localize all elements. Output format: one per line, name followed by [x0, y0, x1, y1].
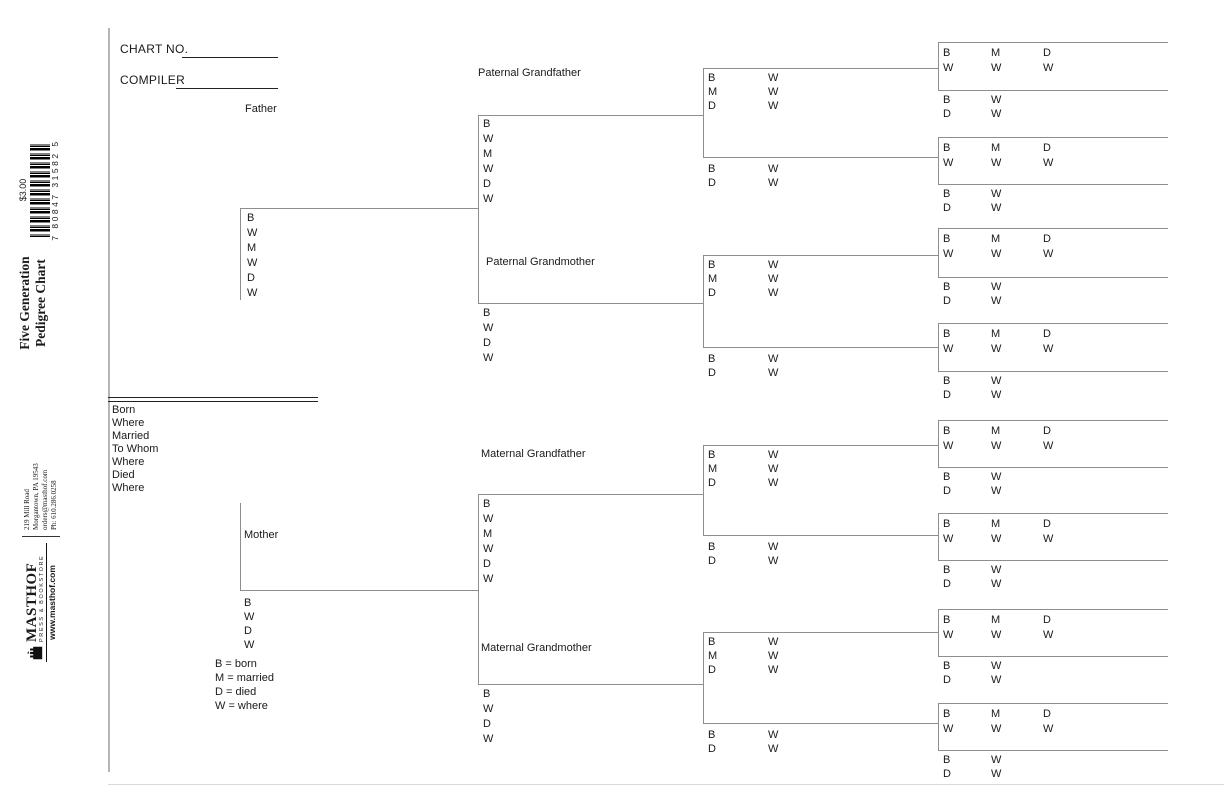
gen5-husband-field: M [991, 614, 1001, 626]
gen5-wife-field: W [991, 564, 1002, 576]
maternal-bracket-line [478, 494, 479, 684]
gen4-wife-field: B [708, 163, 716, 175]
gen5-wife-field: W [991, 768, 1002, 780]
mother-fields-item: W [244, 611, 255, 623]
gen4-husband-field: D [708, 477, 716, 489]
legend-item: M = married [215, 672, 274, 684]
paternal-grandmother-fields-item: D [483, 337, 491, 349]
gen5-husband-field: W [943, 62, 954, 74]
gen5-husband-field: D [1043, 142, 1051, 154]
publisher-block [20, 448, 62, 662]
gen5-husband-line [938, 513, 1168, 514]
gen4-husband-field: W [768, 650, 779, 662]
paternal-grandfather-fields-item: D [483, 178, 491, 190]
gen5-husband-field: W [991, 62, 1002, 74]
maternal-grandfather-fields-item: W [483, 573, 494, 585]
subject-line [108, 397, 318, 402]
barcode [30, 143, 50, 237]
gen5-husband-field: B [943, 328, 951, 340]
gen5-wife-line [938, 277, 1168, 278]
gen4-husband-field: W [768, 664, 779, 676]
paternal-grandmother-fields [483, 307, 493, 367]
gen5-husband-field: D [1043, 708, 1051, 720]
gen4-husband-line [703, 68, 938, 69]
compiler-blank [176, 88, 278, 89]
gen5-husband-line [938, 137, 1168, 138]
gen5-husband-field: W [1043, 157, 1054, 169]
gen4-wife-field: B [708, 729, 716, 741]
gen5-bracket-line [938, 703, 939, 750]
gen5-husband-field: M [991, 425, 1001, 437]
gen5-wife-field: W [991, 578, 1002, 590]
gen5-husband-field: W [943, 157, 954, 169]
gen5-husband-field: W [991, 440, 1002, 452]
gen5-husband-field: W [1043, 440, 1054, 452]
mother-fields-item: D [244, 625, 252, 637]
gen5-husband-line [938, 42, 1168, 43]
legend-item: B = born [215, 658, 257, 670]
gen5-husband-field: W [1043, 62, 1054, 74]
gen5-wife-field: B [943, 564, 951, 576]
gen4-husband-field: W [768, 72, 779, 84]
gen5-wife-field: W [991, 188, 1002, 200]
paternal-grandmother-fields-item: W [483, 322, 494, 334]
maternal-grandmother-fields [483, 688, 493, 748]
gen5-husband-field: B [943, 518, 951, 530]
gen5-husband-field: W [943, 723, 954, 735]
gen5-husband-field: W [991, 629, 1002, 641]
legend [215, 658, 274, 714]
gen5-husband-field: M [991, 233, 1001, 245]
gen5-husband-field: W [943, 533, 954, 545]
gen5-wife-field: W [991, 295, 1002, 307]
father-fields [247, 212, 257, 302]
gen5-wife-line [938, 750, 1168, 751]
paternal-grandfather-label: Paternal Grandfather [478, 67, 581, 79]
legend-item: D = died [215, 686, 257, 698]
gen5-husband-field: W [943, 343, 954, 355]
gen5-husband-line [938, 228, 1168, 229]
chart-no-blank [182, 57, 278, 58]
gen4-wife-line [703, 347, 938, 348]
gen5-wife-field: W [991, 281, 1002, 293]
gen5-wife-field: D [943, 578, 951, 590]
paternal-grandfather-fields-item: B [483, 118, 491, 130]
gen5-husband-field: W [991, 157, 1002, 169]
gen4-wife-field: D [708, 743, 716, 755]
mother-fields [244, 597, 254, 653]
price-label: $3.00 [18, 178, 28, 202]
gen5-wife-field: B [943, 660, 951, 672]
gen5-husband-field: W [1043, 248, 1054, 260]
subject-fields-item: Where [112, 417, 145, 429]
masthof-castle-icon [26, 644, 44, 662]
gen4-wife-line [703, 723, 938, 724]
gen5-wife-field: D [943, 295, 951, 307]
gen4-husband-field: B [708, 259, 716, 271]
gen4-husband-field: D [708, 287, 716, 299]
paternal-grandfather-fields-item: W [483, 193, 494, 205]
paternal-grandfather-fields-item: M [483, 148, 493, 160]
barcode-block [18, 135, 62, 245]
cover-title-line2: Pedigree Chart [33, 259, 48, 347]
maternal-grandfather-fields-item: W [483, 543, 494, 555]
gen5-wife-field: D [943, 674, 951, 686]
gen5-bracket-line [938, 513, 939, 560]
gen5-wife-field: B [943, 754, 951, 766]
gen5-wife-field: W [991, 375, 1002, 387]
cover-title [17, 248, 49, 358]
gen4-wife-field: B [708, 541, 716, 553]
gen5-husband-field: W [1043, 343, 1054, 355]
gen5-wife-line [938, 560, 1168, 561]
gen4-husband-field: W [768, 449, 779, 461]
gen5-wife-line [938, 371, 1168, 372]
paternal-grandfather-fields-item: W [483, 163, 494, 175]
gen5-husband-field: W [943, 248, 954, 260]
compiler-label: COMPILER [120, 73, 186, 87]
gen5-husband-line [938, 609, 1168, 610]
subject-fields-item: Died [112, 469, 135, 481]
gen4-wife-field: D [708, 555, 716, 567]
gen4-wife-field: D [708, 367, 716, 379]
gen5-wife-line [938, 184, 1168, 185]
gen5-husband-field: D [1043, 233, 1051, 245]
paternal-bracket-line [478, 115, 479, 303]
gen5-husband-field: W [991, 248, 1002, 260]
gen4-wife-field: W [768, 367, 779, 379]
subject-fields-item: Where [112, 456, 145, 468]
gen5-husband-field: M [991, 708, 1001, 720]
gen5-wife-field: D [943, 202, 951, 214]
gen4-wife-field: W [768, 177, 779, 189]
gen4-husband-line [703, 255, 938, 256]
gen5-wife-field: D [943, 485, 951, 497]
gen5-wife-field: B [943, 281, 951, 293]
paternal-grandfather-fields-item: W [483, 133, 494, 145]
gen5-husband-field: W [943, 629, 954, 641]
gen4-bracket-line [703, 68, 704, 157]
father-fields-item: W [247, 257, 258, 269]
maternal-grandmother-fields-item: B [483, 688, 491, 700]
gen5-wife-field: B [943, 375, 951, 387]
maternal-grandmother-fields-item: W [483, 703, 494, 715]
paternal-grandmother-label: Paternal Grandmother [486, 256, 595, 268]
gen5-wife-field: W [991, 94, 1002, 106]
gen4-bracket-line [703, 445, 704, 535]
gen4-wife-line [703, 535, 938, 536]
gen4-husband-field: W [768, 259, 779, 271]
paternal-grandmother-fields-item: W [483, 352, 494, 364]
gen4-wife-field: B [708, 353, 716, 365]
mother-bracket-line [240, 503, 241, 590]
gen5-husband-field: B [943, 47, 951, 59]
gen4-wife-field: W [768, 353, 779, 365]
gen4-husband-line [703, 445, 938, 446]
gen5-husband-field: B [943, 425, 951, 437]
gen4-bracket-line [703, 255, 704, 347]
gen5-wife-field: W [991, 389, 1002, 401]
maternal-grandmother-line [478, 684, 703, 685]
maternal-grandfather-fields [483, 498, 493, 588]
publisher-address-item: Morgantown, PA 19543 [32, 463, 40, 530]
gen4-husband-field: W [768, 273, 779, 285]
father-fields-item: W [247, 287, 258, 299]
gen4-husband-field: W [768, 86, 779, 98]
gen5-wife-field: B [943, 94, 951, 106]
gen5-wife-field: W [991, 754, 1002, 766]
gen5-husband-field: W [991, 723, 1002, 735]
gen4-husband-field: W [768, 463, 779, 475]
gen5-wife-line [938, 90, 1168, 91]
gen4-husband-field: M [708, 650, 718, 662]
mother-fields-item: W [244, 639, 255, 651]
gen4-wife-field: W [768, 163, 779, 175]
gen4-husband-field: W [768, 636, 779, 648]
gen5-husband-line [938, 703, 1168, 704]
gen5-wife-field: D [943, 108, 951, 120]
gen5-husband-field: W [943, 440, 954, 452]
gen5-husband-field: B [943, 233, 951, 245]
gen5-husband-field: D [1043, 518, 1051, 530]
mother-label: Mother [244, 529, 279, 541]
gen5-wife-field: B [943, 471, 951, 483]
gen4-wife-field: W [768, 541, 779, 553]
gen5-wife-field: D [943, 768, 951, 780]
gen4-husband-field: M [708, 86, 718, 98]
gen4-wife-field: W [768, 743, 779, 755]
gen5-husband-field: M [991, 518, 1001, 530]
gen4-husband-field: W [768, 100, 779, 112]
paternal-grandfather-fields [483, 118, 493, 208]
subject-fields-item: Where [112, 482, 145, 494]
gen4-wife-field: W [768, 555, 779, 567]
gen5-husband-field: B [943, 142, 951, 154]
publisher-address-item: 219 Mill Road [23, 489, 31, 530]
publisher-lockup [20, 543, 62, 662]
maternal-grandfather-fields-item: M [483, 528, 493, 540]
gen5-husband-line [938, 420, 1168, 421]
father-bracket-line [240, 208, 241, 300]
publisher-name: MASTHOF [23, 562, 40, 642]
gen4-husband-field: B [708, 72, 716, 84]
gen4-wife-line [703, 157, 938, 158]
gen5-bracket-line [938, 42, 939, 90]
father-label: Father [245, 103, 277, 115]
gen4-husband-field: W [768, 477, 779, 489]
gen4-bracket-line [703, 632, 704, 723]
publisher-divider [22, 536, 60, 537]
maternal-grandfather-fields-item: W [483, 513, 494, 525]
gen4-husband-field: M [708, 273, 718, 285]
gen5-wife-field: W [991, 202, 1002, 214]
gen5-husband-field: B [943, 708, 951, 720]
father-fields-item: B [247, 212, 255, 224]
gen5-wife-field: W [991, 674, 1002, 686]
gen5-husband-field: M [991, 328, 1001, 340]
paternal-grandmother-line [478, 303, 703, 304]
gen5-husband-field: D [1043, 425, 1051, 437]
maternal-grandfather-label: Maternal Grandfather [481, 448, 586, 460]
maternal-grandmother-fields-item: D [483, 718, 491, 730]
gen4-husband-field: D [708, 100, 716, 112]
cover-title-line1: Five Generation [17, 256, 32, 350]
paternal-grandmother-fields-item: B [483, 307, 491, 319]
chart-no-label: CHART NO. [120, 42, 189, 56]
maternal-grandfather-fields-item: D [483, 558, 491, 570]
father-fields-item: W [247, 227, 258, 239]
gen5-wife-line [938, 656, 1168, 657]
gen5-husband-field: M [991, 47, 1001, 59]
gen4-husband-line [703, 632, 938, 633]
maternal-grandfather-line [478, 494, 703, 495]
mother-fields-item: B [244, 597, 252, 609]
publisher-address [23, 448, 59, 530]
gen5-wife-field: B [943, 188, 951, 200]
mother-line [240, 590, 478, 591]
gen5-wife-field: W [991, 660, 1002, 672]
gen5-husband-field: W [1043, 723, 1054, 735]
gen5-husband-field: D [1043, 614, 1051, 626]
gen5-wife-field: W [991, 471, 1002, 483]
gen4-husband-field: D [708, 664, 716, 676]
paternal-grandfather-line [478, 115, 703, 116]
gen5-bracket-line [938, 137, 939, 184]
maternal-grandfather-fields-item: B [483, 498, 491, 510]
father-line [240, 208, 478, 209]
gen5-husband-field: M [991, 142, 1001, 154]
gen4-wife-field: D [708, 177, 716, 189]
gen4-husband-field: M [708, 463, 718, 475]
gen5-husband-field: D [1043, 47, 1051, 59]
gen4-husband-field: B [708, 636, 716, 648]
gen5-bracket-line [938, 420, 939, 467]
page-edge-line [108, 784, 1224, 785]
father-fields-item: M [247, 242, 257, 254]
publisher-address-item: orders@masthof.com [41, 469, 49, 530]
gen5-husband-field: W [1043, 629, 1054, 641]
gen5-husband-field: B [943, 614, 951, 626]
gen5-husband-field: W [991, 343, 1002, 355]
subject-fields-item: Married [112, 430, 150, 442]
gen5-husband-field: W [1043, 533, 1054, 545]
publisher-tagline: PRESS & BOOKSTORE [38, 554, 45, 642]
gen5-bracket-line [938, 609, 939, 656]
gen4-wife-field: W [768, 729, 779, 741]
gen5-husband-line [938, 323, 1168, 324]
gen5-wife-field: D [943, 389, 951, 401]
gen4-husband-field: B [708, 449, 716, 461]
barcode-number: 7 80847 31582 5 [50, 139, 60, 241]
gen5-wife-field: W [991, 485, 1002, 497]
subject-fields-item: To Whom [112, 443, 159, 455]
maternal-grandmother-label: Maternal Grandmother [481, 642, 592, 654]
publisher-website: www.masthof.com [47, 565, 58, 640]
gen5-husband-field: D [1043, 328, 1051, 340]
maternal-grandmother-fields-item: W [483, 733, 494, 745]
publisher-address-item: Ph: 610.286.0258 [50, 480, 58, 530]
subject-fields-item: Born [112, 404, 136, 416]
legend-item: W = where [215, 700, 268, 712]
gen5-husband-field: W [991, 533, 1002, 545]
gen5-wife-line [938, 467, 1168, 468]
gen4-husband-field: W [768, 287, 779, 299]
gen5-wife-field: W [991, 108, 1002, 120]
gen5-bracket-line [938, 323, 939, 371]
gen5-bracket-line [938, 228, 939, 277]
subject-fields [112, 404, 158, 495]
father-fields-item: D [247, 272, 255, 284]
